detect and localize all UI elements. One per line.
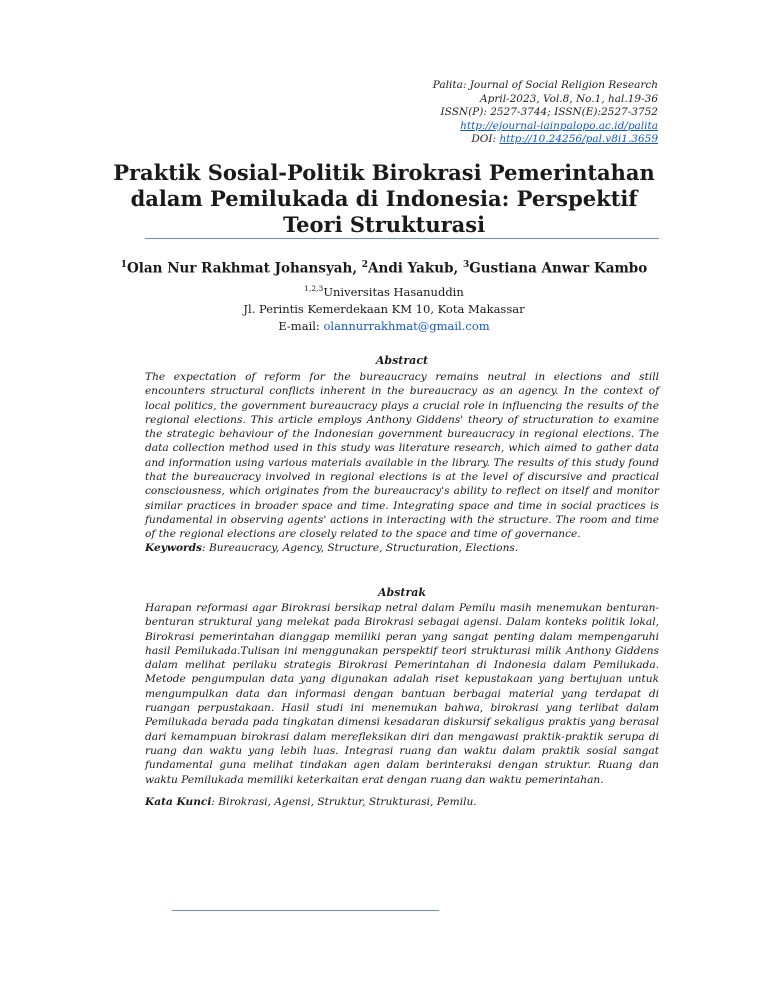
- abstract-heading: Abstract: [375, 354, 429, 367]
- paper-title: Praktik Sosial-Politik Birokrasi Pemerintahan dalam Pemilukada di Indonesia: Perspektif Teori Strukturasi: [113, 160, 655, 237]
- author-name: Olan Nur Rakhmat Johansyah,: [127, 260, 358, 277]
- abstrak-heading: Abstrak: [377, 586, 427, 599]
- kata-kunci-label: Kata Kunci: [145, 796, 212, 808]
- keywords-values: : Bureaucracy, Agency, Structure, Structuration, Elections.: [202, 542, 519, 554]
- journal-url-link[interactable]: http://ejournal-iainpalopo.ac.id/palita: [460, 119, 658, 132]
- abstract-text: The expectation of reform for the bureaucracy remains neutral in elections and still encounters structural conflicts inherent in the bureaucracy as an agency. In the context of local politics, the government bureaucracy plays a crucial role in influencing the results of the regional elections. This article employs Anthony Giddens' theory of structuration to examine the strategic behaviour of the Indonesian government bureaucracy in regional elections. The data collection method used in this study was literature research, which aimed to gather data and information using various materials available in the library. The results of this study found that the bureaucracy involved in regional elections is at the level of discursive and practical consciousness, which originates from the bureaucracy's ability to reflect on itself and monitor similar practices in broader space and time. Integrating space and time in social practices is fundamental in observing agents' actions in interacting with the structure. The room and time of the regional elections are closely related to the space and time of governance.: [145, 371, 659, 541]
- journal-name: Palita: Journal of Social Religion Research: [432, 79, 658, 91]
- address: Jl. Perintis Kemerdekaan KM 10, Kota Makassar: [243, 301, 525, 316]
- doi-label: DOI:: [471, 133, 500, 145]
- author-line: [110, 260, 658, 277]
- author-number: 2: [361, 260, 369, 270]
- footnote-divider: [172, 910, 439, 911]
- author-name: Andi Yakub,: [368, 260, 459, 277]
- keywords-label: Keywords: [145, 542, 203, 554]
- journal-header: [433, 79, 658, 147]
- journal-issn: ISSN(P): 2527-3744; ISSN(E):2527-3752: [440, 106, 658, 118]
- author-number: 3: [462, 260, 470, 270]
- author-name: Gustiana Anwar Kambo: [469, 260, 648, 277]
- affiliation-numbers: 1,2,3: [304, 284, 324, 293]
- university: Universitas Hasanuddin: [323, 284, 464, 299]
- email-link[interactable]: olannurrakhmat@gmail.com: [323, 318, 490, 333]
- journal-issue: April-2023, Vol.8, No.1, hal.19-36: [480, 92, 658, 105]
- kata-kunci-line: [145, 796, 659, 808]
- kata-kunci-values: : Birokrasi, Agensi, Struktur, Strukturasi, Pemilu.: [211, 796, 477, 808]
- title-divider: [145, 238, 659, 239]
- doi-link[interactable]: http://10.24256/pal.v8i1.3659: [499, 133, 658, 145]
- keywords-line: [145, 542, 659, 554]
- affiliation-block: [110, 280, 658, 335]
- email-label: E-mail:: [278, 318, 324, 333]
- abstrak-text: Harapan reformasi agar Birokrasi bersikap netral dalam Pemilu masih menemukan benturan-benturan struktural yang melekat pada Birokrasi sebagai agensi. Dalam konteks politik lokal, Birokrasi pemerintahan dianggap memiliki peran yang sangat penting dalam mempengaruhi hasil Pemilukada.Tulisan ini menggunakan perspektif teori strukturasi milik Anthony Giddens dalam melihat perilaku strategis Birokrasi Pemerintahan di Indonesia dalam Pemilukada. Metode pengumpulan data yang digunakan adalah riset kepustakaan yang bertujuan untuk mengumpulkan data dan informasi dengan bantuan berbagai material yang terdapat di ruangan perpustakaan. Hasil studi ini menemukan bahwa, birokrasi yang terlibat dalam Pemilukada berada pada tingkatan dimensi kesadaran diskursif sekaligus praktis yang berasal dari kemampuan birokrasi dalam merefleksikan diri dan mengawasi praktik-praktik serupa di ruang dan waktu yang lebih luas. Integrasi ruang dan waktu dalam praktik sosial sangat fundamental guna melihat tindakan agen dalam berinteraksi dengan struktur. Ruang dan waktu Pemilukada memiliki keterkaitan erat dengan ruang dan waktu pemerintahan.: [145, 602, 659, 786]
- author-number: 1: [120, 260, 128, 270]
